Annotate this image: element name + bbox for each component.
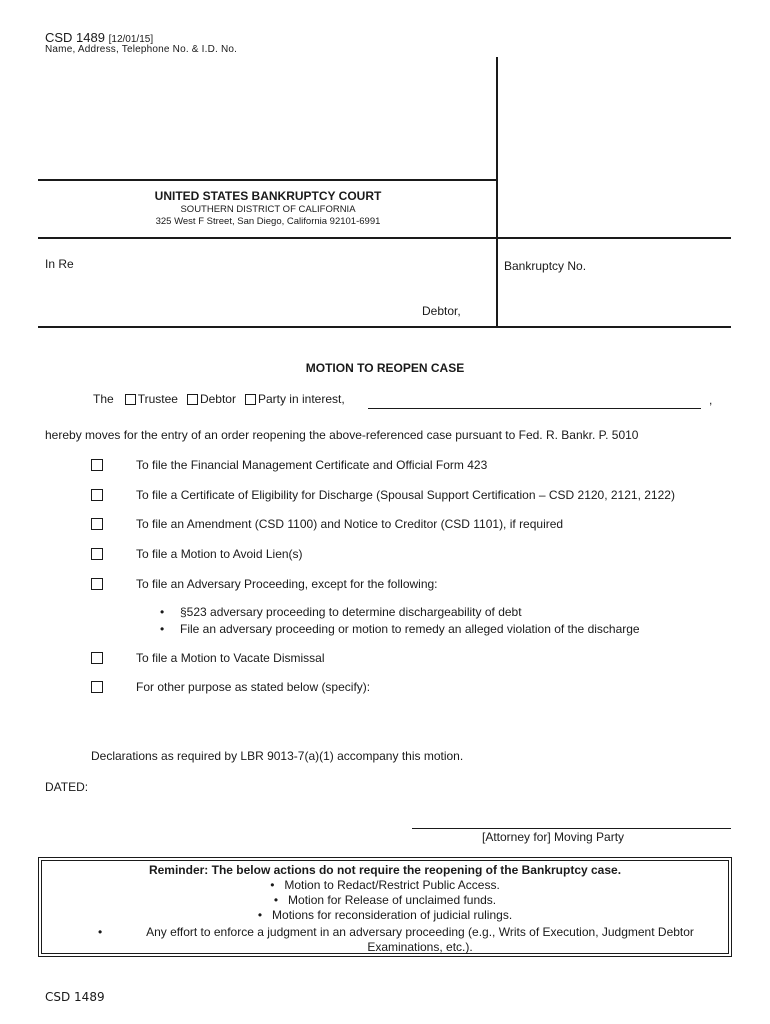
reminder-item-label: Motion to Redact/Restrict Public Access. [284, 878, 500, 892]
exception-label: §523 adversary proceeding to determine dischargeability of debt [180, 605, 522, 619]
purpose-label: To file the Financial Management Certificate and Official Form 423 [136, 458, 488, 472]
purpose-checkbox[interactable] [91, 489, 103, 501]
signature-label: [Attorney for] Moving Party [482, 830, 625, 844]
purpose-item-financial-mgmt[interactable] [91, 458, 487, 472]
bullet-icon: • [273, 893, 289, 907]
exception-item [160, 622, 640, 636]
party-in-interest-checkbox[interactable] [245, 394, 256, 405]
trustee-label: Trustee [137, 392, 178, 406]
reminder-item-label: Motions for reconsideration of judicial rulings. [272, 908, 513, 922]
dated-label: DATED: [45, 780, 89, 794]
declarations-statement: Declarations as required by LBR 9013-7(a)(1) accompany this motion. [91, 749, 464, 763]
purpose-item-vacate-dismissal[interactable] [91, 651, 325, 665]
purpose-checkbox[interactable] [91, 459, 103, 471]
bullet-icon: • [160, 605, 165, 619]
form-code [45, 30, 153, 45]
bullet-icon: • [270, 878, 285, 892]
purpose-label: To file a Motion to Vacate Dismissal [136, 651, 325, 665]
purpose-checkbox[interactable] [91, 548, 103, 560]
purpose-item-adversary[interactable] [91, 577, 438, 591]
form-code-text: CSD 1489 [45, 30, 105, 45]
purpose-checkbox[interactable] [91, 578, 103, 590]
reminder-item [38, 893, 732, 907]
caption-top-rule [38, 237, 731, 239]
bankruptcy-no-label: Bankruptcy No. [504, 259, 587, 273]
purpose-checkbox[interactable] [91, 652, 103, 664]
purpose-label: To file an Amendment (CSD 1100) and Notice to Creditor (CSD 1101), if required [136, 517, 564, 531]
name-address-label: Name, Address, Telephone No. & I.D. No. [45, 44, 238, 55]
purpose-item-avoid-lien[interactable] [91, 547, 303, 561]
purpose-checkbox[interactable] [91, 518, 103, 530]
purpose-checkbox[interactable] [91, 681, 103, 693]
court-title: UNITED STATES BANKRUPTCY COURT [154, 189, 382, 203]
mover-option-debtor[interactable] [187, 392, 236, 406]
debtor-option-label: Debtor [199, 392, 236, 406]
mover-option-party[interactable] [245, 392, 345, 406]
signature-line[interactable] [412, 828, 731, 829]
purpose-item-eligibility[interactable] [91, 488, 675, 502]
hereby-statement: hereby moves for the entry of an order reopening the above-referenced case pursuant to Fed. R. Bankr. P. 5010 [45, 428, 639, 442]
exception-item [160, 605, 522, 619]
exception-label: File an adversary proceeding or motion to remedy an alleged violation of the discharge [180, 622, 640, 636]
purpose-label: To file a Certificate of Eligibility for Discharge (Spousal Support Certification – CSD 2120, 2121, 2122) [136, 488, 675, 502]
mover-row [93, 392, 354, 406]
footer-form-code: CSD 1489 [45, 990, 105, 1004]
reminder-item [38, 878, 732, 892]
trailing-comma: , [709, 393, 713, 407]
purpose-item-amendment[interactable] [91, 517, 563, 531]
court-address: 325 West F Street, San Diego, California 92101-6991 [155, 216, 381, 227]
court-district: SOUTHERN DISTRICT OF CALIFORNIA [180, 204, 356, 215]
motion-title: MOTION TO REOPEN CASE [305, 361, 465, 375]
debtor-checkbox[interactable] [187, 394, 198, 405]
bullet-icon: • [257, 908, 273, 922]
court-top-rule [38, 179, 497, 181]
party-in-interest-label: Party in interest, [257, 392, 345, 406]
party-name-field[interactable] [368, 408, 701, 409]
purpose-label: To file an Adversary Proceeding, except for the following: [136, 577, 438, 591]
the-label: The [93, 392, 114, 406]
bullet-icon: • [160, 622, 165, 636]
reminder-item [38, 908, 732, 922]
form-date: [12/01/15] [108, 34, 154, 45]
trustee-checkbox[interactable] [125, 394, 136, 405]
bullet-icon: • [98, 925, 103, 939]
reminder-title: Reminder: The below actions do not require the reopening of the Bankruptcy case. [148, 863, 622, 877]
reminder-item-label: Motion for Release of unclaimed funds. [288, 893, 497, 907]
purpose-item-other[interactable] [91, 680, 370, 694]
reminder-item-label: Any effort to enforce a judgment in an adversary proceeding (e.g., Writs of Execution, Judgment Debtor Examinations, etc.). [146, 925, 694, 954]
purpose-label: For other purpose as stated below (specify): [136, 680, 371, 694]
in-re-label: In Re [45, 257, 74, 271]
mover-option-trustee[interactable] [125, 392, 178, 406]
debtor-label: Debtor, [422, 304, 461, 318]
purpose-label: To file a Motion to Avoid Lien(s) [136, 547, 303, 561]
caption-bottom-rule [38, 326, 731, 328]
